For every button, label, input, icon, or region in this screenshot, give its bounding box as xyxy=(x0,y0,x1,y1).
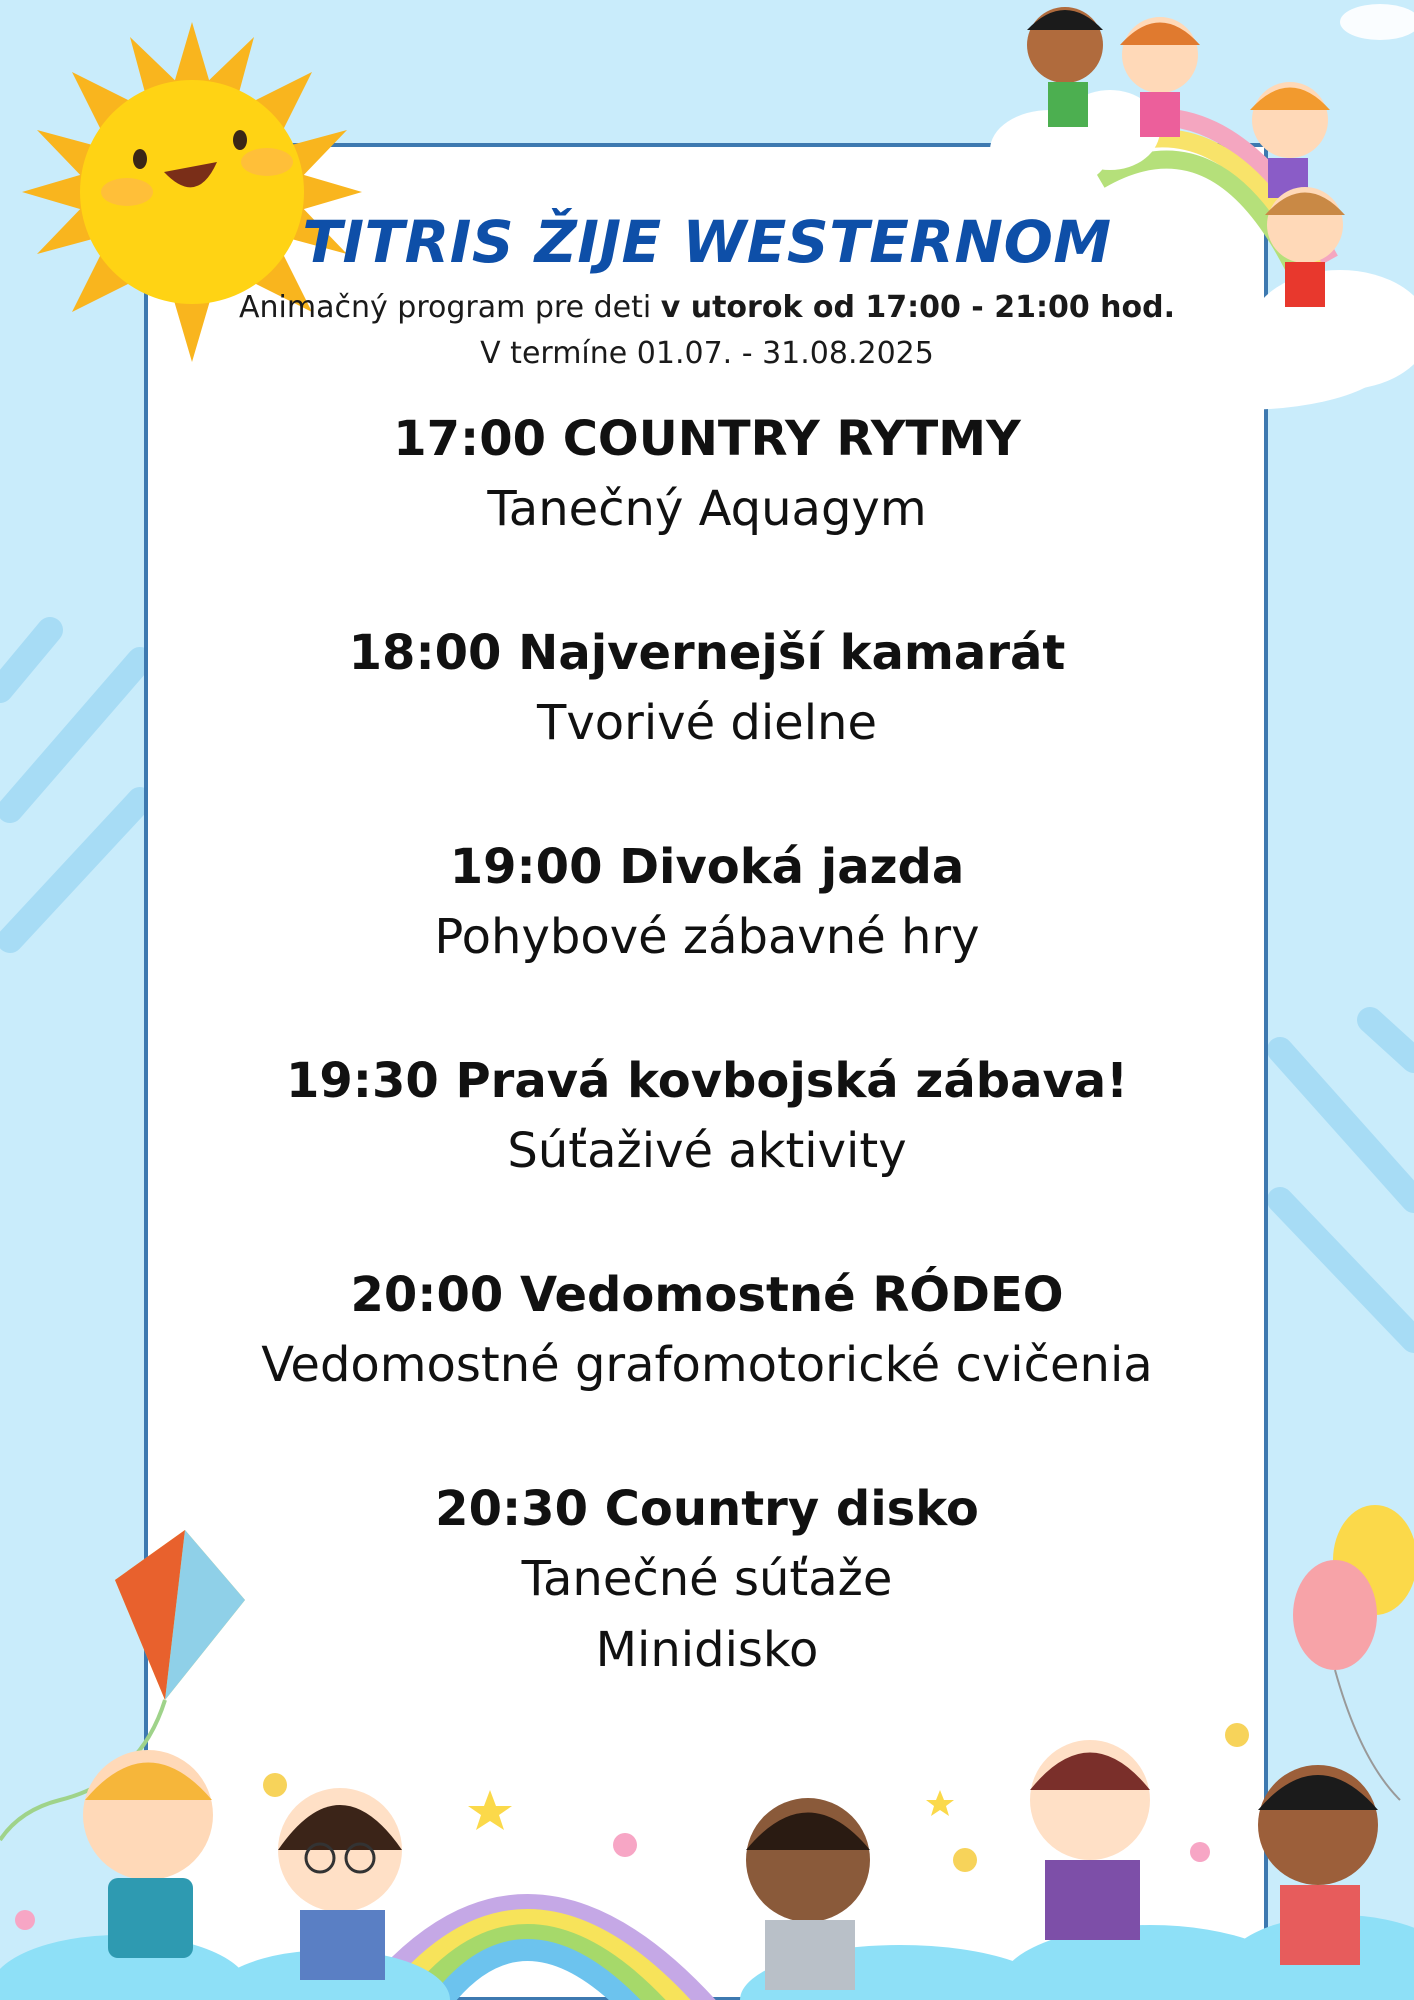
cloud-bottom xyxy=(0,1915,1414,2000)
program-activity: Vedomostné grafomotorické cvičenia xyxy=(261,1337,1153,1393)
subtitle-prefix: Animačný program pre deti xyxy=(239,290,661,325)
program-heading: 20:30 Country disko xyxy=(435,1481,979,1537)
program-activity: Súťaživé aktivity xyxy=(507,1123,907,1179)
balloons xyxy=(1293,1505,1414,1800)
subtitle-time: v utorok od 17:00 - 21:00 hod. xyxy=(660,290,1175,325)
program-heading: 17:00 COUNTRY RYTMY xyxy=(393,411,1021,467)
kid-bottom-4 xyxy=(1030,1740,1150,1940)
page-title: TITRIS ŽIJE WESTERNOM xyxy=(302,208,1112,276)
program-heading: 19:30 Pravá kovbojská zábava! xyxy=(285,1053,1129,1109)
subtitle-dates: V termíne 01.07. - 31.08.2025 xyxy=(480,336,934,371)
kid-bottom-3 xyxy=(746,1798,870,1990)
program-activity: Tvorivé dielne xyxy=(537,695,877,751)
program-activity: Minidisko xyxy=(595,1622,819,1678)
program-heading: 20:00 Vedomostné RÓDEO xyxy=(350,1267,1064,1323)
program-heading: 19:00 Divoká jazda xyxy=(449,839,965,895)
program-activity: Pohybové zábavné hry xyxy=(434,909,980,965)
kid-bottom-1 xyxy=(83,1750,213,1958)
kid-bottom-2 xyxy=(278,1788,402,1980)
program-activity: Tanečný Aquagym xyxy=(487,481,927,537)
program-activity: Tanečné súťaže xyxy=(521,1551,893,1607)
program-heading: 18:00 Najvernejší kamarát xyxy=(348,625,1066,681)
